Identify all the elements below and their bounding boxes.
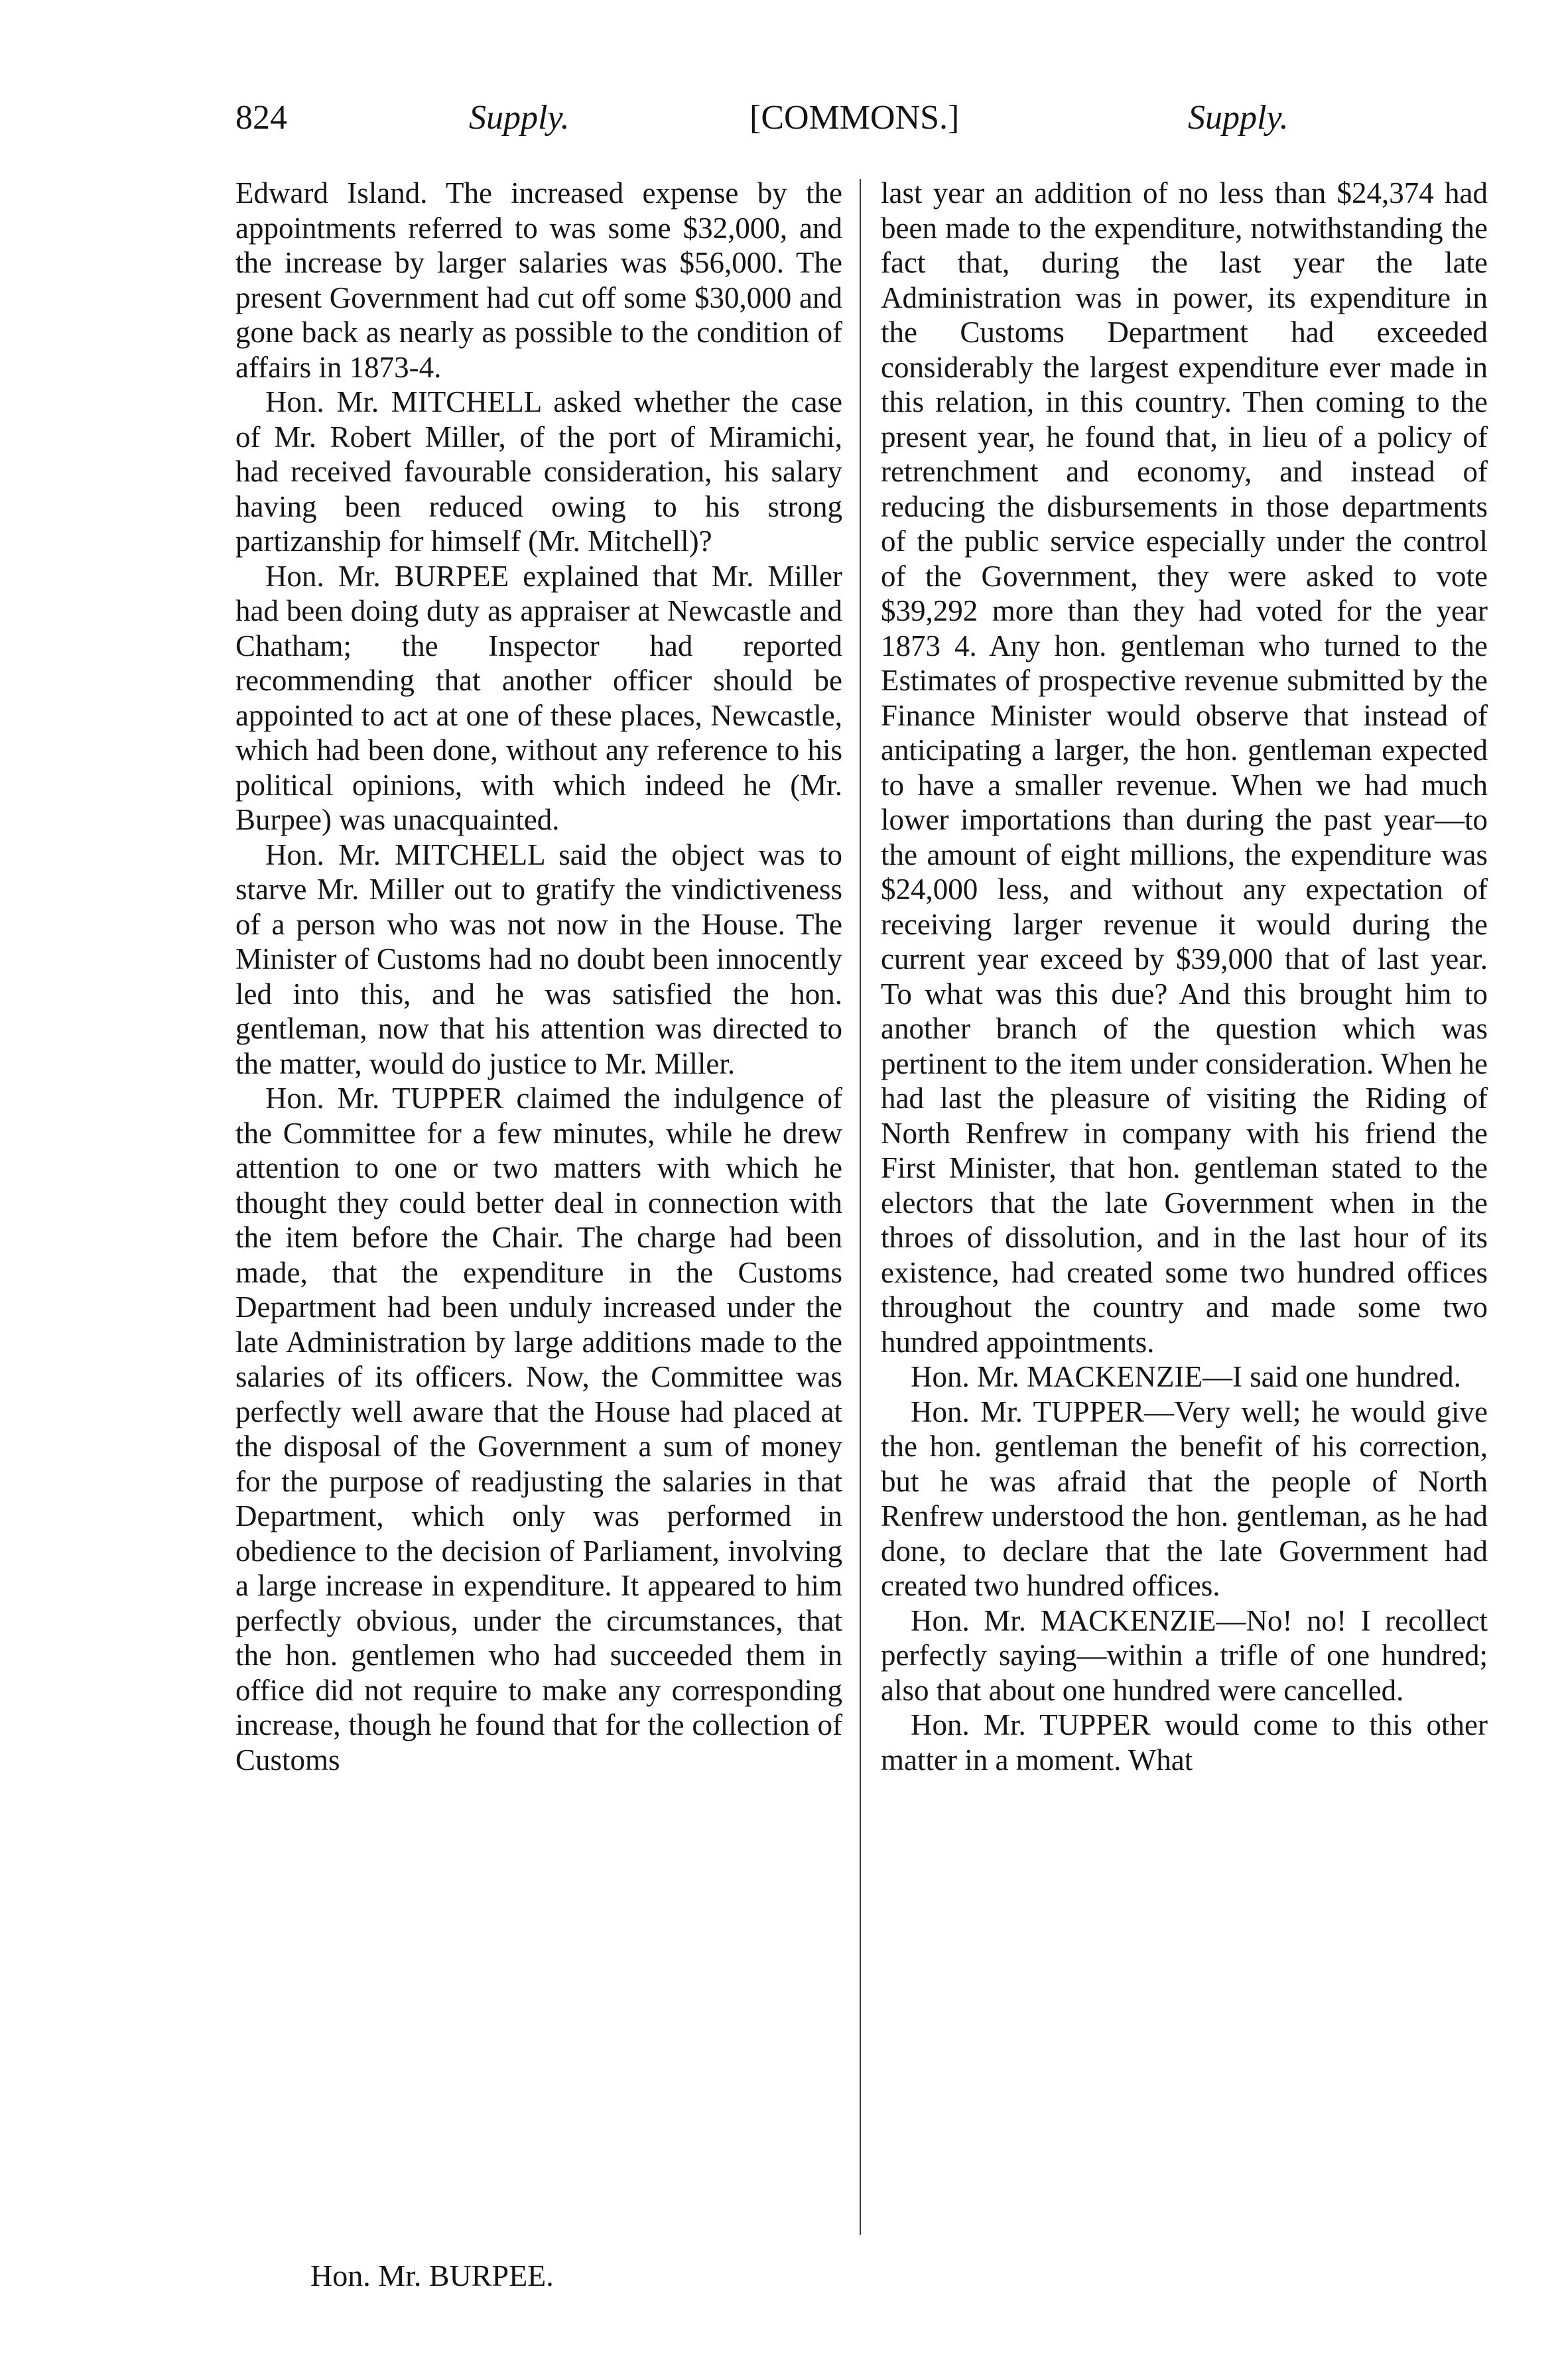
paragraph: Hon. Mr. BURPEE explained that Mr. Miller had been doing duty as appraiser at Newcastle and Chatham; the Inspector had reported recommending that another officer should be appointed to act at one of these places, Newcastle, which had been done, without any reference to his political opinions, with which indeed he (Mr. Burpee) was unacquainted. (235, 559, 842, 836)
page-number: 824 (235, 99, 287, 137)
paragraph: Hon. Mr. MACKENZIE—I said one hundred. (911, 1360, 1461, 1393)
paragraph: Hon. Mr. MITCHELL asked whether the case of Mr. Robert Miller, of the port of Miramichi, had received favourable consideration, his salary having been reduced owing to his strong partizanship for himself (Mr. Mitchell)? (235, 385, 842, 558)
paragraph: Hon. Mr. TUPPER claimed the indulgence of the Committee for a few minutes, while he drew attention to one or two matters with which he thought they could better deal in connection with the item before the Chair. The charge had been made, that the expenditure in the Customs Department had been unduly increased under the late Administration by large additions made to the salaries of its officers. Now, the Committee was perfectly well aware that the House had placed at the disposal of the Government a sum of money for the purpose of readjusting the salaries in that Department, which only was performed in obedience to the decision of Parliament, involving a large increase in expenditure. It appeared to him perfectly obvious, under the circumstances, that the hon. gentlemen who had succeeded them in office did not require to make any corresponding increase, though he found that for the collection of Customs (235, 1082, 842, 1777)
paragraph: Hon. Mr. MITCHELL said the object was to starve Mr. Miller out to gratify the vindictiveness of a person who was not now in the House. The Minister of Customs had no doubt been innocently led into this, and he was satisfied the hon. gentleman, now that his attention was directed to the matter, would do justice to Mr. Miller. (235, 838, 842, 1080)
left-column (235, 176, 842, 1777)
paragraph: Hon. Mr. TUPPER—Very well; he would give the hon. gentleman the benefit of his correction, but he was afraid that the people of North Renfrew understood the hon. gentleman, as he had done, to declare that the late Government had created two hundred offices. (881, 1395, 1488, 1602)
header-left-title: Supply. (469, 99, 570, 137)
running-header (235, 98, 1310, 145)
header-right-title: Supply. (1188, 99, 1289, 137)
paragraph: Edward Island. The increased expense by the appointments referred to was some $32,000, and the increase by larger salaries was $56,000. The present Government had cut off some $30,000 and gone back as nearly as possible to the condition of affairs in 1873-4. (235, 176, 842, 384)
page-footer-signature: Hon. Mr. BURPEE. (310, 2259, 554, 2292)
paragraph: last year an addition of no less than $24,374 had been made to the expenditure, notwithstanding the fact that, during the last year the late Administration was in power, its expenditure in the Customs Department had exceeded considerably the largest expenditure ever made in this relation, in this country. Then coming to the present year, he found that, in lieu of a policy of retrenchment and economy, and instead of reducing the disbursements in those departments of the public service especially under the control of the Government, they were asked to vote $39,292 more than they had voted for the year 1873 4. Any hon. gentleman who turned to the Estimates of prospective revenue submitted by the Finance Minister would observe that instead of anticipating a larger, the hon. gentleman expected to have a smaller revenue. When we had much lower importations than during the past year—to the amount of eight millions, the expenditure was $24,000 less, and without any expectation of receiving larger revenue it would during the current year exceed by $39,000 that of last year. To what was this due? And this brought him to another branch of the question which was pertinent to the item under consideration. When he had last the pleasure of visiting the Riding of North Renfrew in company with his friend the First Minister, that hon. gentleman stated to the electors that the late Government when in the throes of dissolution, and in the last hour of its existence, had created some two hundred offices throughout the country and made some two hundred appointments. (881, 176, 1488, 1359)
paragraph: Hon. Mr. TUPPER would come to this other matter in a moment. What (881, 1708, 1488, 1777)
header-center-title: [COMMONS.] (749, 99, 960, 137)
paragraph: Hon. Mr. MACKENZIE—No! no! I recollect perfectly saying—within a trifle of one hundred; also that about one hundred were cancelled. (881, 1603, 1488, 1707)
right-column (881, 176, 1488, 1777)
column-divider (860, 179, 861, 2235)
